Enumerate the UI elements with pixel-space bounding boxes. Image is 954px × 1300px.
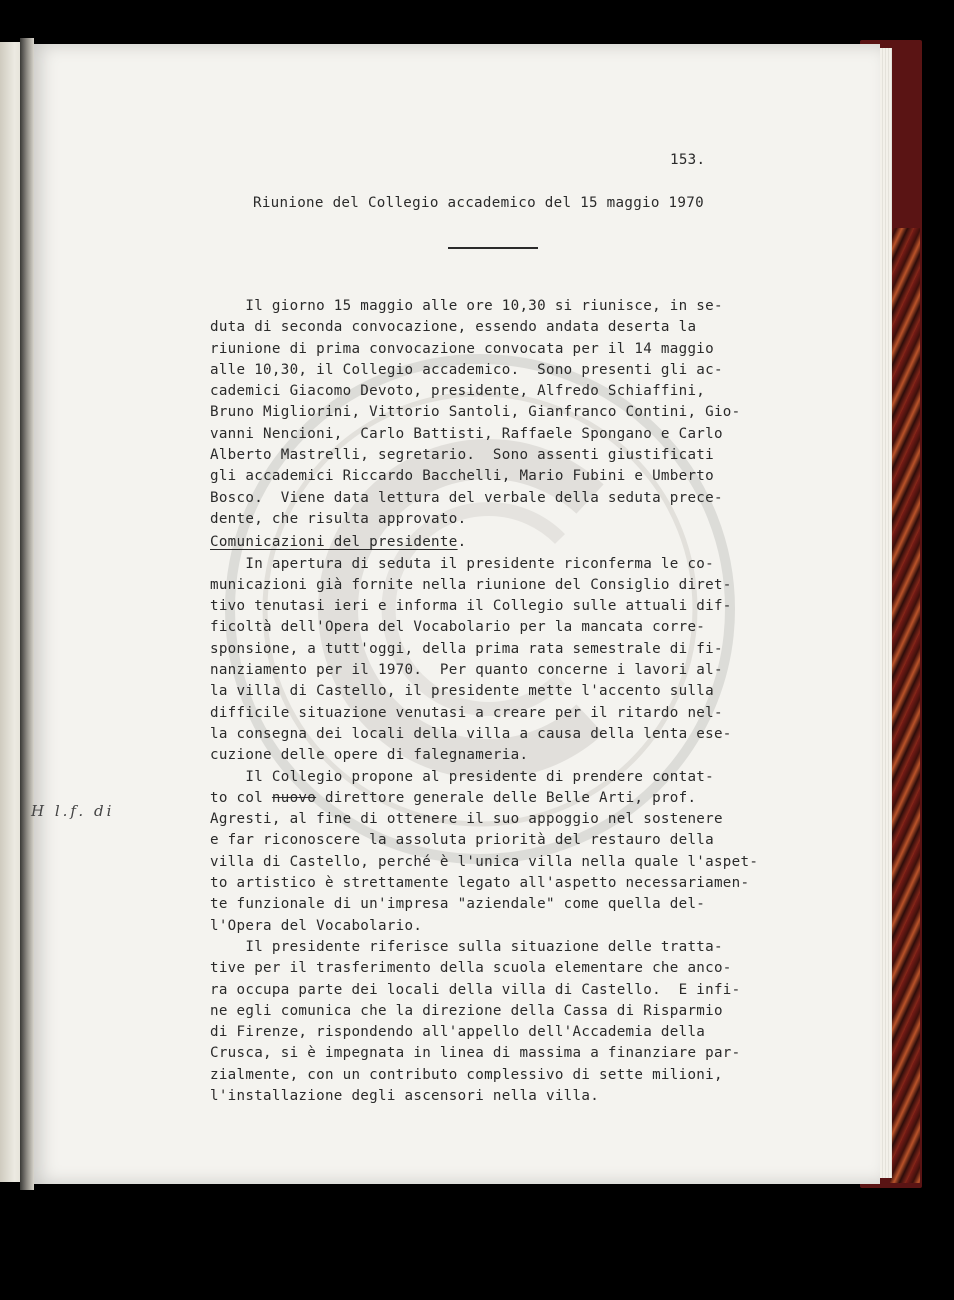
text-line: tivo tenutasi ieri e informa il Collegio sulle attuali dif- <box>210 598 732 615</box>
text-line: Agresti, al fine di ottenere il suo appoggio nel sostenere <box>210 811 723 828</box>
page-number: 153. <box>670 152 706 168</box>
text-line: Bosco. Viene data lettura del verbale della seduta prece- <box>210 489 723 506</box>
text-line: di Firenze, rispondendo all'appello dell'Accademia della <box>210 1024 706 1041</box>
text-line: ra occupa parte dei locali della villa di Castello. E infi- <box>210 981 741 998</box>
text-line: vanni Nencioni, Carlo Battisti, Raffaele Spongano e Carlo <box>210 425 723 442</box>
text-line: tive per il trasferimento della scuola elementare che anco- <box>210 960 732 977</box>
text-line: In apertura di seduta il presidente riconferma le co- <box>210 555 714 572</box>
section-heading: Comunicazioni del presidente <box>210 534 458 551</box>
text-line: ficoltà dell'Opera del Vocabolario per la mancata corre- <box>210 619 706 636</box>
text-line: riunione di prima convocazione convocata per il 14 maggio <box>210 340 714 357</box>
text-line: Crusca, si è impegnata in linea di massima a finanziare par- <box>210 1045 741 1062</box>
text-line: Il Collegio propone al presidente di prendere contat- <box>210 768 714 785</box>
text-line: nanziamento per il 1970. Per quanto concerne i lavori al- <box>210 662 723 679</box>
text-line: gli accademici Riccardo Bacchelli, Mario Fubini e Umberto <box>210 468 714 485</box>
section-heading-line <box>210 532 770 553</box>
text-line: Il giorno 15 maggio alle ore 10,30 si riunisce, in se- <box>210 298 723 314</box>
marbled-endpaper <box>890 228 920 1183</box>
text-line: duta di seconda convocazione, essendo andata deserta la <box>210 319 697 336</box>
document-title: Riunione del Collegio accademico del 15 maggio 1970 <box>253 195 704 211</box>
text-line: te funzionale di un'impresa "aziendale" come quella del- <box>210 896 706 913</box>
text-line: la villa di Castello, il presidente mette l'accento sulla <box>210 683 714 700</box>
text-line-with-strikethrough <box>210 788 770 809</box>
book-gutter <box>20 38 34 1190</box>
handwritten-margin-note: H l.f. di <box>31 802 115 820</box>
text-line: alle 10,30, il Collegio accademico. Sono presenti gli ac- <box>210 361 723 378</box>
text-line: to artistico è strettamente legato all'aspetto necessariamen- <box>210 875 750 892</box>
section-heading-period: . <box>457 534 467 551</box>
text-line: sponsione, a tutt'oggi, della prima rata semestrale di fi- <box>210 640 723 657</box>
text-line: difficile situazione venutasi a creare per il ritardo nel- <box>210 704 723 721</box>
text-line: l'Opera del Vocabolario. <box>210 917 423 934</box>
document-body <box>210 296 770 1107</box>
text-line: cademici Giacomo Devoto, presidente, Alfredo Schiaffini, <box>210 383 706 400</box>
text-line: ne egli comunica che la direzione della Cassa di Risparmio <box>210 1002 723 1019</box>
text-line: Alberto Mastrelli, segretario. Sono assenti giustificati <box>210 447 714 464</box>
text-line: e far riconoscere la assoluta priorità del restauro della <box>210 832 714 849</box>
text-line: cuzione delle opere di falegnameria. <box>210 747 529 764</box>
line-prefix: to col <box>210 789 272 806</box>
text-line: municazioni già fornite nella riunione del Consiglio diret- <box>210 576 732 593</box>
title-underline <box>448 247 538 249</box>
struck-word: nuovo <box>271 789 317 806</box>
text-line: villa di Castello, perché è l'unica villa nella quale l'aspet- <box>210 853 759 870</box>
line-suffix: direttore generale delle Belle Arti, prof. <box>316 789 697 806</box>
text-line: zialmente, con un contributo complessivo di sette milioni, <box>210 1066 723 1083</box>
text-line: Il presidente riferisce sulla situazione delle tratta- <box>210 938 723 955</box>
text-line: Bruno Migliorini, Vittorio Santoli, Gianfranco Contini, Gio- <box>210 404 741 421</box>
text-line: la consegna dei locali della villa a causa della lenta ese- <box>210 725 732 742</box>
text-line: dente, che risulta approvato. <box>210 510 467 527</box>
text-line: l'installazione degli ascensori nella villa. <box>210 1087 600 1104</box>
